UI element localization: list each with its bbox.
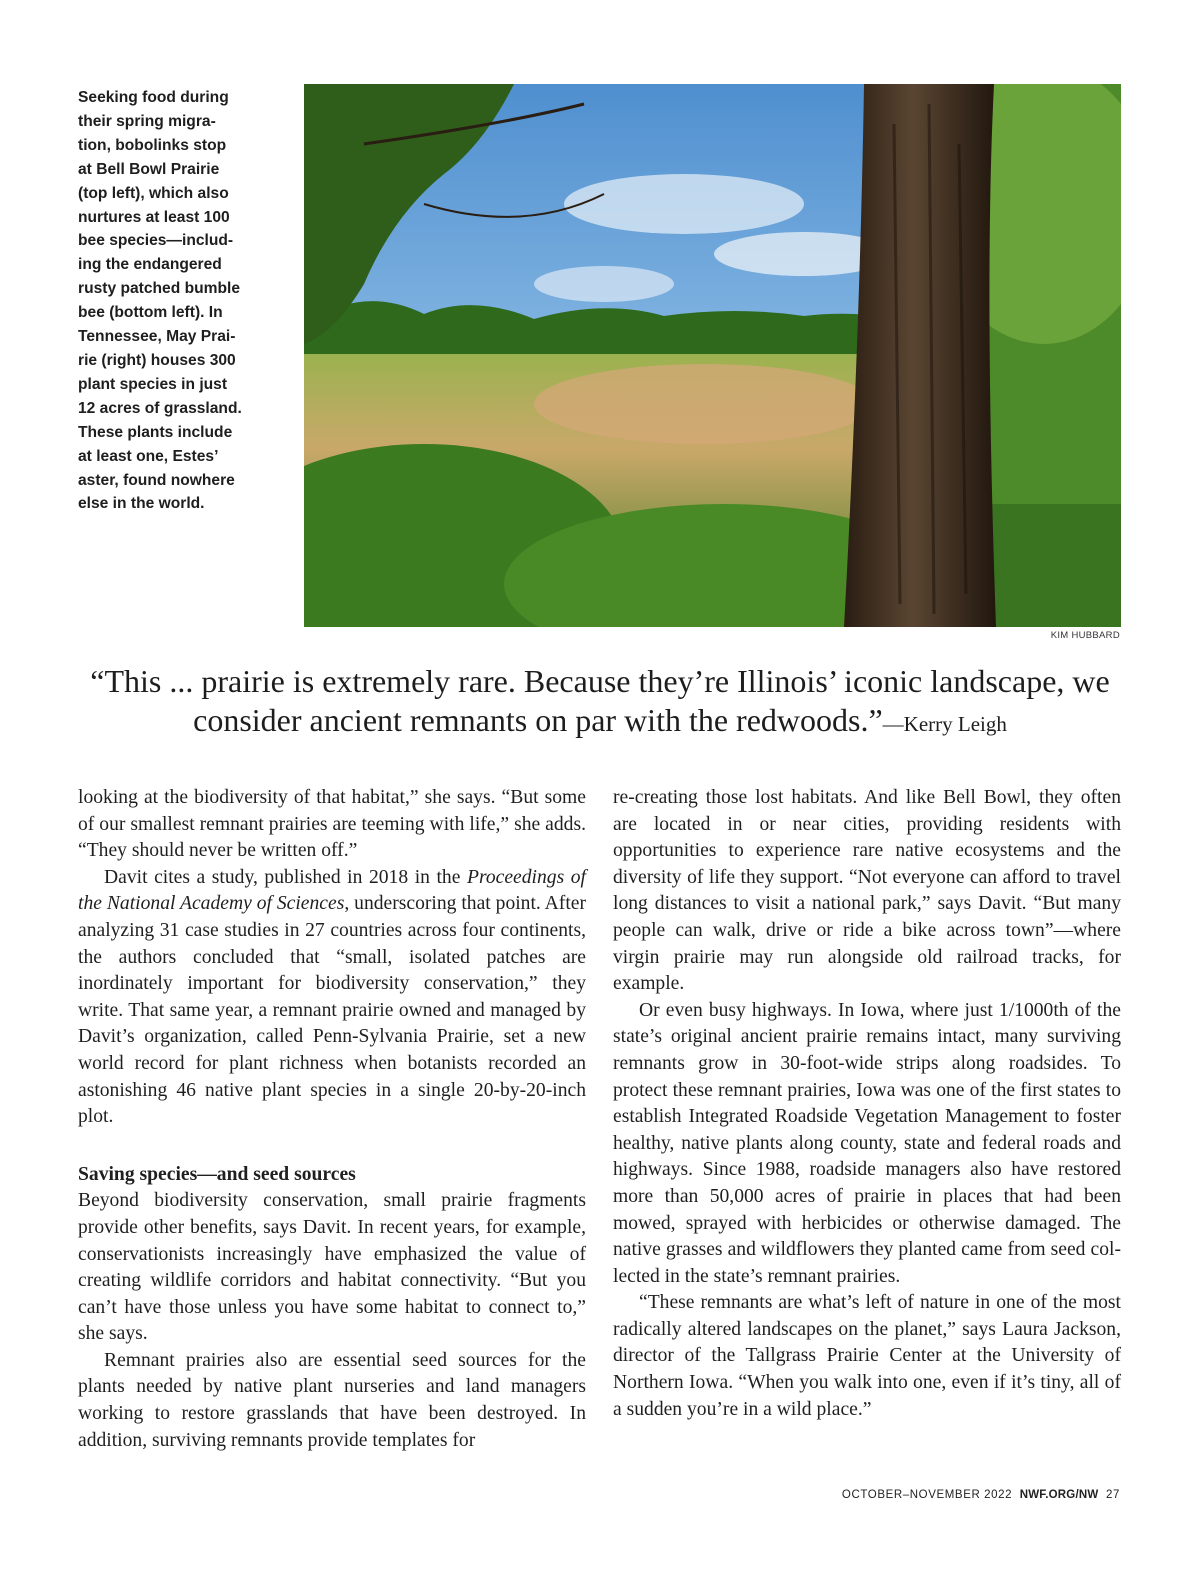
- pull-quote-text: “This ... prairie is extremely rare. Because they’re Illinois’ iconic landscape, we consider ancient remnants on par with the redwoods.”: [90, 663, 1110, 738]
- issue-date: OCTOBER–NOVEMBER 2022: [841, 1489, 1013, 1501]
- right-column: [613, 785, 1121, 1423]
- paragraph: [78, 865, 586, 1131]
- paragraph: “These remnants are what’s left of nature in one of the most radically altered landscapes on the planet,” says Laura Jackson, director of the Tallgrass Prairie Center at the University of Northern Iowa. “When you walk into one, even if it’s tiny, all of a sudden you’re in a wild place.”: [613, 1292, 1121, 1420]
- prairie-with-tree-icon: [304, 84, 1121, 627]
- website: NWF.ORG/NW: [1019, 1489, 1099, 1501]
- pull-quote-attribution: —Kerry Leigh: [882, 712, 1007, 736]
- paragraph: Beyond biodiversity conservation, small prairie fragments provide other benefits, says Davit. In recent years, for example, conservationists increasingly have emphasized the value of creating wildlife corridors and habitat connectivity. “But you can’t have those unless you have some habitat to connect to,” she says.: [78, 1190, 586, 1345]
- section-heading: Saving species—and seed sources: [78, 1163, 356, 1185]
- paragraph: Remnant prairies also are essential seed sources for the plants needed by native plant nurseries and land managers working to restore grasslands that have been destroyed. In addition, surviving remnants provide templates for: [78, 1349, 586, 1451]
- paragraph: re-creating those lost habitats. And like Bell Bowl, they often are located in or near cities, providing residents with opportunities to experience rare native ecosystems and the diversity of life they support. “Not everyone can afford to travel long distances to visit a national park,” says Davit. “But many people can walk, drive or ride a bike across town”—where virgin prairie may run alongside old railroad tracks, for example.: [613, 787, 1121, 995]
- page-footer: [842, 1489, 1120, 1501]
- photo-credit: KIM HUBBARD: [1050, 630, 1120, 641]
- photo-caption: Seeking food during their spring migra- tion, bobolinks stop at Bell Bowl Prairie (top left), which also nurtures at least 100 bee species—includ- ing the endangered rusty patched bumble bee (bottom left). In Tennessee, May Prai- rie (right) houses 300 plant species in just 12 acres of grassland. These plants include at least one, Estes’ aster, found nowhere else in the world.: [78, 89, 242, 513]
- left-column: [78, 785, 586, 1454]
- prairie-photo: [304, 84, 1121, 627]
- paragraph: looking at the biodiversity of that habitat,” she says. “But some of our smallest remnant prairies are teeming with life,” she adds. “They should never be written off.”: [78, 787, 586, 862]
- pull-quote: [70, 662, 1130, 744]
- paragraph-text: , underscoring that point. After analyzing 31 case studies in 27 countries across four continents, the authors concluded that “small, isolated patches are inordinately important for biodiversity conservation,” they write. That same year, a remnant prairie owned and managed by Davit’s organization, called Penn-Sylvania Prairie, set a new world record for plant richness when botanists recorded an astonishing 46 native plant species in a single 20-by-20-inch plot.: [78, 893, 586, 1128]
- journal-title: Proceedings of the National Academy of Sciences: [78, 866, 586, 915]
- page-number: 27: [1106, 1489, 1120, 1501]
- paragraph-text: Davit cites a study, published in 2018 in the: [104, 866, 467, 888]
- paragraph: Or even busy highways. In Iowa, where just 1/1000th of the state’s original ancient prairie remains intact, many surviving remnants grow in 30-foot-wide strips along roadsides. To protect these remnant prairies, Iowa was one of the first states to establish Integrated Roadside Vegetation Management to foster healthy, native plants along county, state and federal roads and highways. Since 1988, roadside managers also have restored more than 50,000 acres of prairie in places that had been mowed, sprayed with herbicides or otherwise damaged. The native grasses and wildflowers they planted came from seed collected in the state’s remnant prairies.: [613, 999, 1121, 1287]
